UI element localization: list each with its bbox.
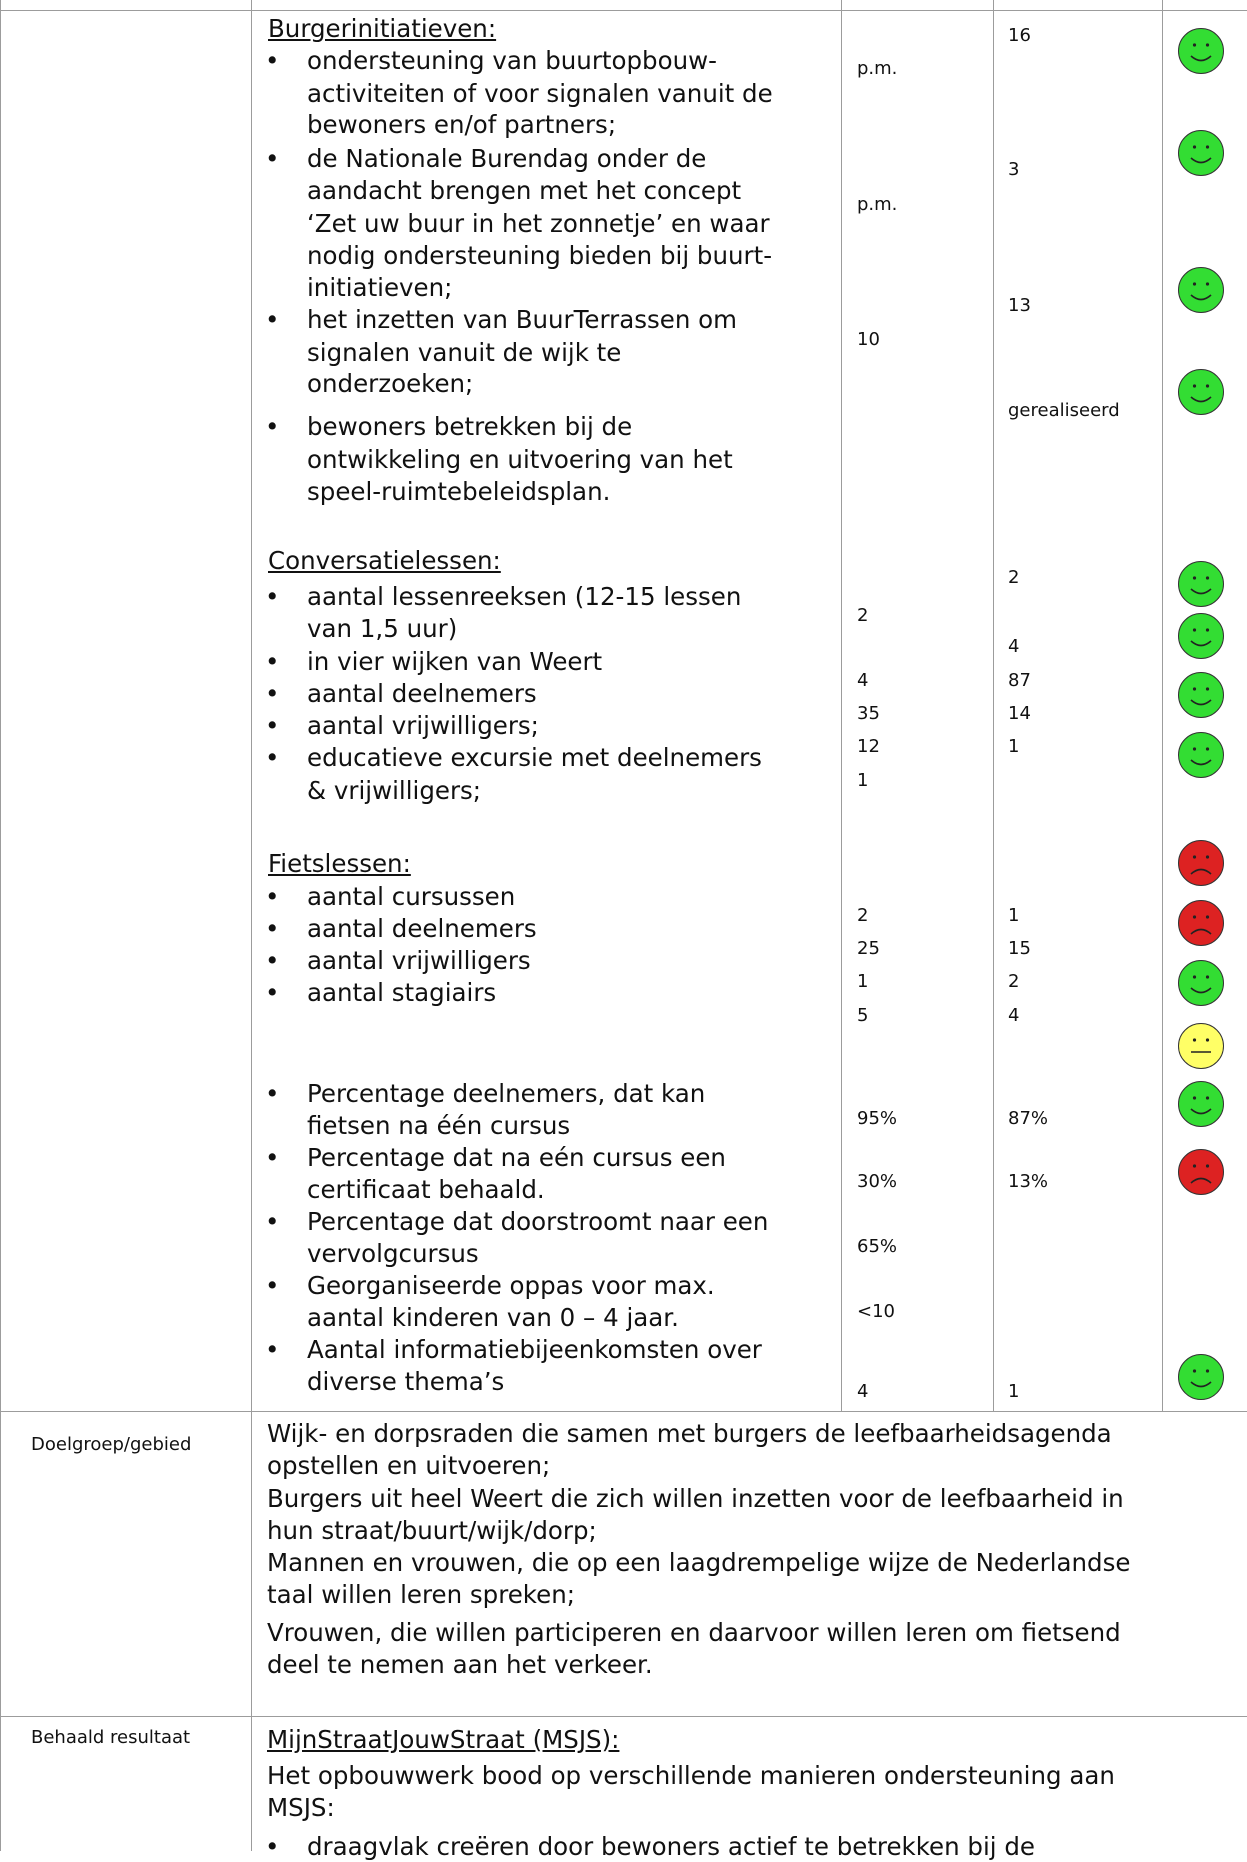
bullet-continuation: nodig ondersteuning bieden bij buurt- [307, 241, 773, 270]
actual-value: 3 [1008, 159, 1020, 180]
target-value: 2 [857, 905, 869, 926]
actual-value: 15 [1008, 938, 1031, 959]
grid-line [0, 1716, 1247, 1717]
target-value: 2 [857, 605, 869, 626]
paragraph-line: taal willen leren spreken; [267, 1580, 575, 1609]
paragraph-line: Wijk- en dorpsraden die samen met burgers de leefbaarheidsagenda [267, 1419, 1112, 1448]
happy-face-icon [1178, 267, 1224, 313]
happy-face-icon [1178, 672, 1224, 718]
paragraph-line: Het opbouwwerk bood op verschillende manieren ondersteuning aan [267, 1761, 1115, 1790]
target-value: 1 [857, 770, 869, 791]
section-heading: Conversatielessen: [268, 546, 501, 575]
actual-value: 87% [1008, 1108, 1049, 1129]
bullet-item: • aantal stagiairs [307, 977, 496, 1008]
actual-value: 1 [1008, 736, 1020, 757]
bullet-item: • aantal lessenreeksen (12-15 lessen [307, 581, 741, 612]
actual-value: 16 [1008, 25, 1031, 46]
row-label: Doelgroep/gebied [31, 1434, 192, 1455]
bullet-item: • bewoners betrekken bij de [307, 411, 632, 442]
happy-face-icon [1178, 369, 1224, 415]
bullet-item: • aantal vrijwilligers [307, 945, 531, 976]
bullet-continuation: aandacht brengen met het concept [307, 176, 742, 205]
target-value: 4 [857, 670, 869, 691]
happy-face-icon [1178, 1081, 1224, 1127]
target-value: 95% [857, 1108, 898, 1129]
bullet-continuation: activiteiten of voor signalen vanuit de [307, 79, 773, 108]
actual-value: 14 [1008, 703, 1031, 724]
bullet-continuation: initiatieven; [307, 273, 453, 302]
bullet-continuation: signalen vanuit de wijk te [307, 338, 622, 367]
target-value: 25 [857, 938, 880, 959]
actual-value: 4 [1008, 636, 1020, 657]
actual-value: 1 [1008, 905, 1020, 926]
actual-value: 87 [1008, 670, 1031, 691]
bullet-item: • Percentage dat doorstroomt naar een [307, 1206, 768, 1237]
target-value: 1 [857, 971, 869, 992]
actual-value: gerealiseerd [1008, 400, 1120, 421]
sad-face-icon [1178, 1149, 1224, 1195]
row-label: Behaald resultaat [31, 1727, 191, 1748]
grid-line [0, 0, 1, 1851]
target-value: 12 [857, 736, 880, 757]
paragraph-line: deel te nemen aan het verkeer. [267, 1650, 653, 1679]
grid-line [251, 0, 252, 1851]
paragraph-line: Mannen en vrouwen, die op een laagdrempelige wijze de Nederlandse [267, 1548, 1131, 1577]
bullet-continuation: onderzoeken; [307, 369, 474, 398]
bullet-item: • aantal deelnemers [307, 678, 537, 709]
actual-value: 13% [1008, 1171, 1049, 1192]
neutral-face-icon [1178, 1023, 1224, 1069]
bullet-continuation: vervolgcursus [307, 1239, 479, 1268]
bullet-continuation: bewoners en/of partners; [307, 110, 617, 139]
happy-face-icon [1178, 28, 1224, 74]
paragraph-line: MSJS: [267, 1793, 335, 1822]
target-value: 5 [857, 1005, 869, 1026]
happy-face-icon [1178, 960, 1224, 1006]
grid-line [0, 10, 1247, 11]
bullet-item: • aantal deelnemers [307, 913, 537, 944]
target-value: 35 [857, 703, 880, 724]
bullet-item: • Georganiseerde oppas voor max. [307, 1270, 715, 1301]
target-value: 65% [857, 1236, 898, 1257]
happy-face-icon [1178, 613, 1224, 659]
bullet-item: • de Nationale Burendag onder de [307, 143, 706, 174]
happy-face-icon [1178, 1354, 1224, 1400]
paragraph-line: Burgers uit heel Weert die zich willen inzetten voor de leefbaarheid in [267, 1484, 1124, 1513]
target-value: p.m. [857, 194, 898, 215]
bullet-continuation: & vrijwilligers; [307, 776, 482, 805]
paragraph-line: hun straat/buurt/wijk/dorp; [267, 1516, 597, 1545]
grid-line [1162, 0, 1163, 1411]
bullet-continuation: diverse thema’s [307, 1367, 505, 1396]
sad-face-icon [1178, 900, 1224, 946]
target-value: 30% [857, 1171, 898, 1192]
grid-line [0, 1411, 1247, 1412]
target-value: 4 [857, 1381, 869, 1402]
bullet-item: • educatieve excursie met deelnemers [307, 742, 762, 773]
bullet-continuation: ontwikkeling en uitvoering van het [307, 445, 733, 474]
bullet-continuation: speel-ruimtebeleidsplan. [307, 477, 611, 506]
bullet-continuation: aantal kinderen van 0 – 4 jaar. [307, 1303, 679, 1332]
bullet-item: • Percentage dat na eén cursus een [307, 1142, 726, 1173]
paragraph-line: Vrouwen, die willen participeren en daarvoor willen leren om fietsend [267, 1618, 1121, 1647]
bullet-item: • draagvlak creëren door bewoners actief te betrekken bij de [307, 1831, 1035, 1862]
bullet-continuation: ‘Zet uw buur in het zonnetje’ en waar [307, 209, 770, 238]
section-heading: Burgerinitiatieven: [268, 14, 497, 43]
grid-line [841, 0, 842, 1411]
bullet-item: • aantal vrijwilligers; [307, 710, 539, 741]
bullet-item: • in vier wijken van Weert [307, 646, 602, 677]
paragraph-line: opstellen en uitvoeren; [267, 1451, 551, 1480]
bullet-item: • het inzetten van BuurTerrassen om [307, 304, 737, 335]
bullet-continuation: van 1,5 uur) [307, 614, 458, 643]
sad-face-icon [1178, 840, 1224, 886]
grid-line [993, 0, 994, 1411]
happy-face-icon [1178, 732, 1224, 778]
bullet-continuation: certificaat behaald. [307, 1175, 545, 1204]
actual-value: 13 [1008, 295, 1031, 316]
bullet-item: • Aantal informatiebijeenkomsten over [307, 1334, 762, 1365]
target-value: 10 [857, 329, 880, 350]
section-heading: Fietslessen: [268, 849, 411, 878]
actual-value: 2 [1008, 567, 1020, 588]
target-value: <10 [857, 1301, 895, 1322]
happy-face-icon [1178, 561, 1224, 607]
section-heading: MijnStraatJouwStraat (MSJS): [267, 1725, 620, 1754]
actual-value: 4 [1008, 1005, 1020, 1026]
actual-value: 2 [1008, 971, 1020, 992]
bullet-item: • ondersteuning van buurtopbouw- [307, 45, 717, 76]
bullet-item: • Percentage deelnemers, dat kan [307, 1078, 705, 1109]
actual-value: 1 [1008, 1381, 1020, 1402]
bullet-continuation: fietsen na één cursus [307, 1111, 571, 1140]
bullet-item: • aantal cursussen [307, 881, 515, 912]
target-value: p.m. [857, 58, 898, 79]
happy-face-icon [1178, 130, 1224, 176]
